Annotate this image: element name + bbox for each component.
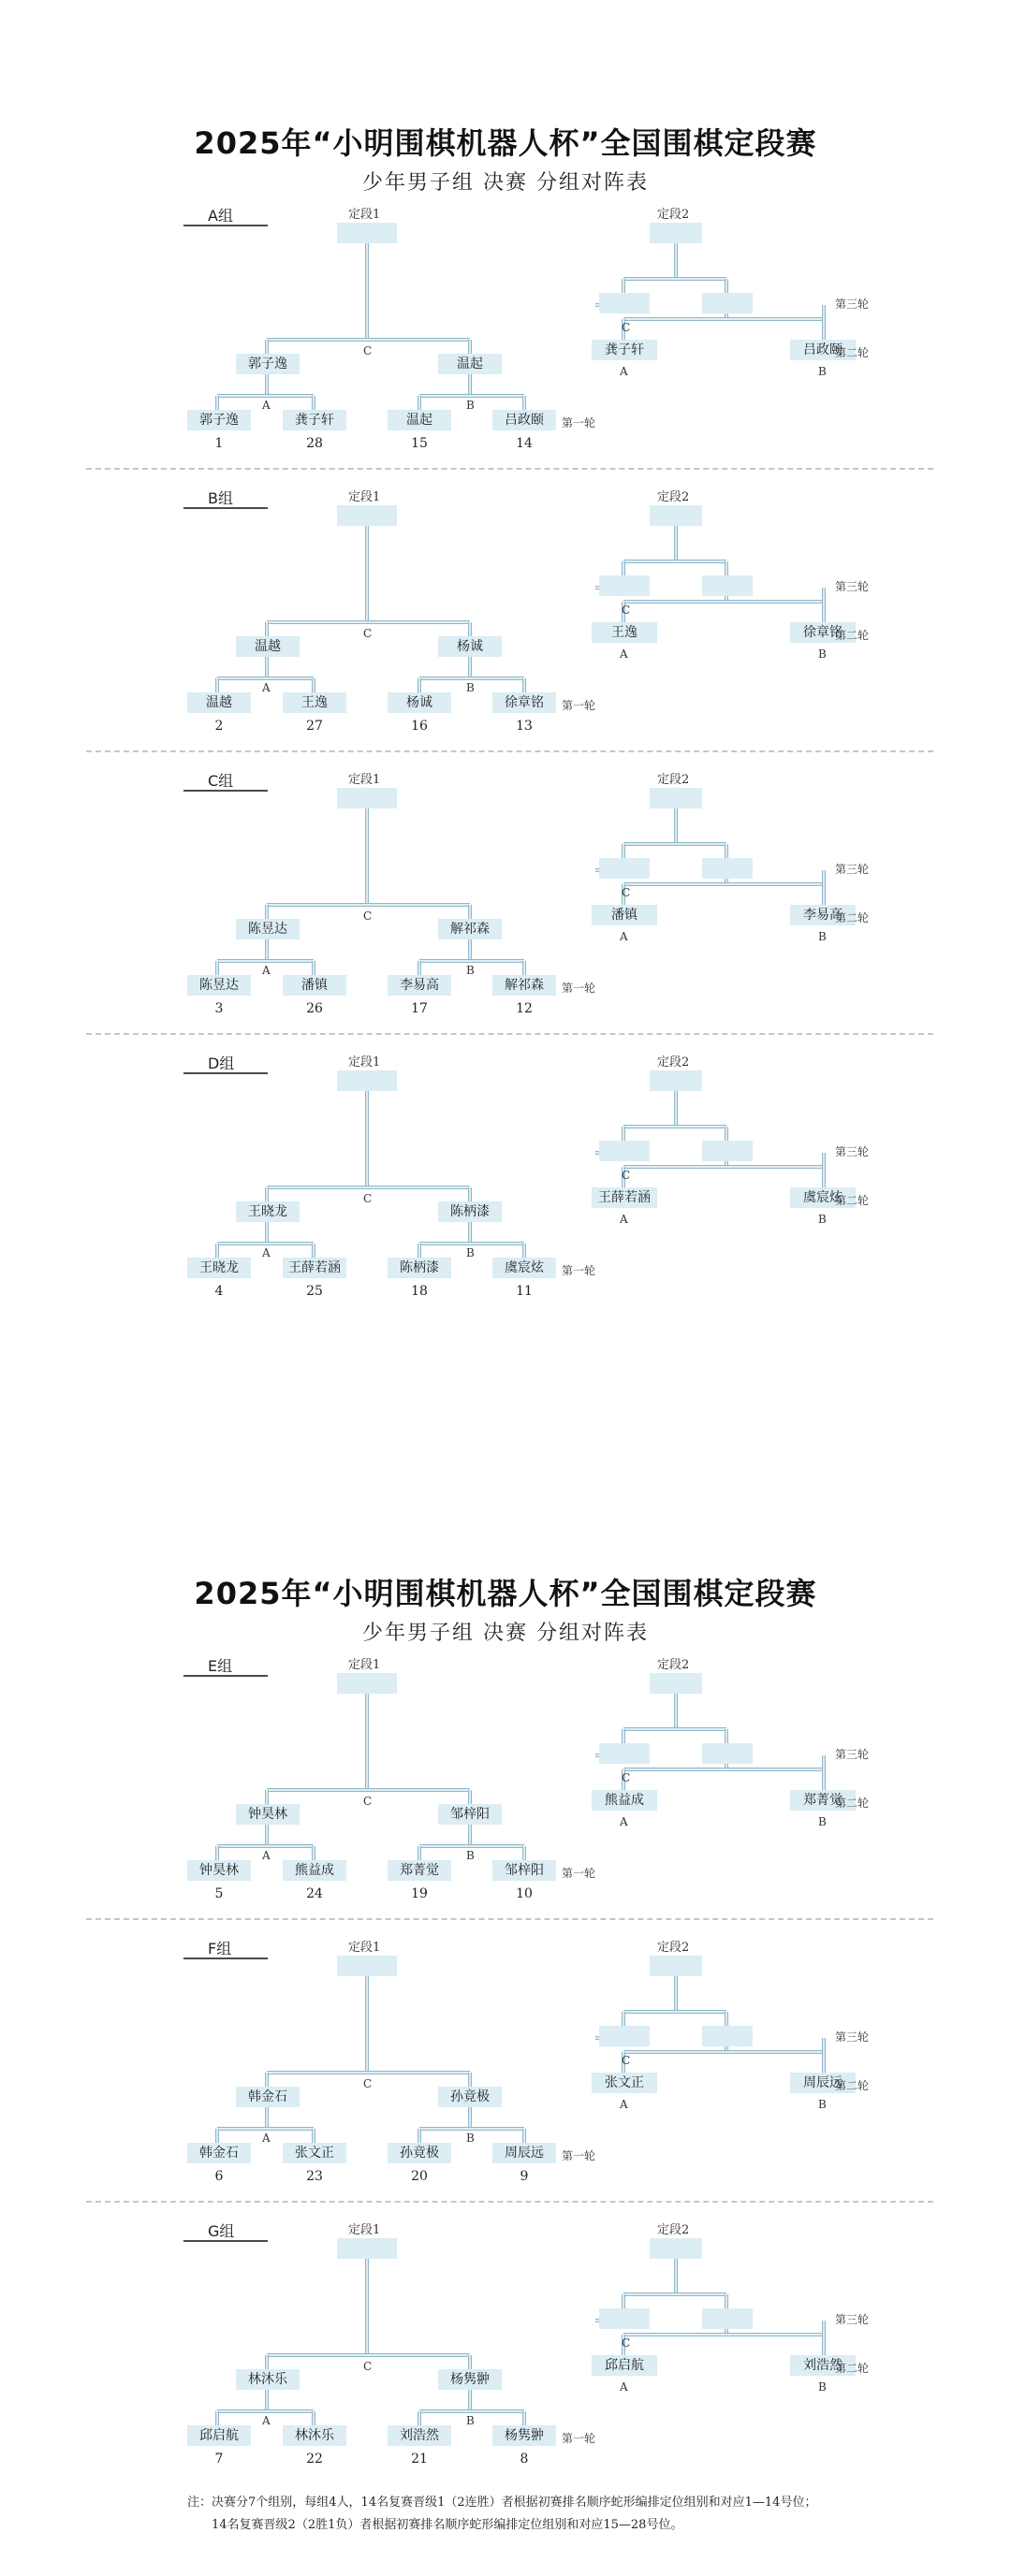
right-c-label: C <box>622 604 631 617</box>
group-label: E组 <box>208 1657 233 1675</box>
round3-slot-left <box>599 2308 650 2329</box>
seed-number: 10 <box>516 1886 533 1901</box>
round2-right-slot-b: 郑菁觉 <box>790 1790 856 1811</box>
player-slot: 温起 <box>388 410 451 430</box>
round2-winner-right: 解祁森 <box>438 919 502 939</box>
round3-slot-left <box>599 293 650 313</box>
round3-label: 第三轮 <box>835 298 870 311</box>
round2-winner-right: 杨隽翀 <box>438 2369 502 2390</box>
round2-right-slot-b: 吕政颐 <box>790 340 856 360</box>
player-slot: 吕政颐 <box>492 410 556 430</box>
group-label: B组 <box>208 489 233 507</box>
player-slot: 王逸 <box>283 692 346 713</box>
player-slot: 解祁森 <box>492 975 556 996</box>
round2-right-slot-a: 王逸 <box>592 622 657 643</box>
seed-number: 27 <box>306 719 323 734</box>
round2-label: 第二轮 <box>835 2362 870 2375</box>
match-a-label: A <box>262 1849 271 1862</box>
player-slot: 陈柄漆 <box>388 1258 451 1278</box>
round2-winner-left: 韩金石 <box>236 2087 300 2107</box>
round1-label: 第一轮 <box>562 1867 596 1880</box>
rank1-label: 定段1 <box>348 208 381 222</box>
rank2-label: 定段2 <box>657 2223 690 2237</box>
group-divider <box>86 1033 933 1035</box>
match-a-label: A <box>262 1246 271 1259</box>
rank1-slot <box>337 1673 397 1694</box>
rank1-label: 定段1 <box>348 1941 381 1955</box>
page-subtitle: 少年男子组 决赛 分组对阵表 <box>362 171 649 195</box>
group-label: D组 <box>208 1055 235 1072</box>
round3-label: 第三轮 <box>835 580 870 593</box>
group-section <box>0 2219 1011 2500</box>
match-a-label: A <box>262 681 271 694</box>
round2-label: 第二轮 <box>835 1194 870 1207</box>
round3-label: 第三轮 <box>835 1748 870 1761</box>
seed-number: 26 <box>306 1001 323 1016</box>
round2-right-slot-a: 邱启航 <box>592 2355 657 2376</box>
group-section <box>0 204 1011 485</box>
rank2-slot <box>650 1070 702 1091</box>
rank2-slot <box>650 2238 702 2259</box>
right-b-label: B <box>818 648 827 661</box>
round2-winner-left: 王晓龙 <box>236 1201 300 1222</box>
right-c-label: C <box>622 1771 631 1784</box>
seed-number: 20 <box>411 2169 428 2184</box>
right-a-label: A <box>620 1815 628 1828</box>
seed-number: 22 <box>306 2452 323 2467</box>
match-b-label: B <box>466 964 475 977</box>
round2-winner-left: 温越 <box>236 636 300 657</box>
rank2-label: 定段2 <box>657 490 690 504</box>
player-slot: 刘浩然 <box>388 2425 451 2446</box>
round3-label: 第三轮 <box>835 2030 870 2044</box>
player-slot: 王薛若涵 <box>283 1258 346 1278</box>
player-slot: 温越 <box>187 692 251 713</box>
match-b-label: B <box>466 2132 475 2145</box>
round2-label: 第二轮 <box>835 1797 870 1810</box>
group-section <box>0 769 1011 1050</box>
round3-label: 第三轮 <box>835 863 870 876</box>
round2-winner-left: 林沐乐 <box>236 2369 300 2390</box>
seed-number: 25 <box>306 1284 323 1299</box>
round2-label: 第二轮 <box>835 629 870 642</box>
round2-label: 第二轮 <box>835 346 870 359</box>
round3-slot-left <box>599 2026 650 2046</box>
right-b-label: B <box>818 1213 827 1226</box>
right-a-label: A <box>620 648 628 661</box>
footnote-line-2: 14名复赛晋级2（2胜1负）者根据初赛排名顺序蛇形编排定位组别和对应15—28号位。 <box>212 2518 683 2532</box>
rank2-label: 定段2 <box>657 208 690 222</box>
seed-number: 11 <box>516 1284 533 1299</box>
match-c-label: C <box>363 2077 373 2090</box>
footnote-line-1: 注：决赛分7个组别，每组4人，14名复赛晋级1（2连胜）者根据初赛排名顺序蛇形编排定位组别和对应1—14号位； <box>187 2496 817 2510</box>
round2-winner-right: 温起 <box>438 354 502 374</box>
right-b-label: B <box>818 930 827 943</box>
seed-number: 7 <box>214 2452 224 2467</box>
match-b-label: B <box>466 2414 475 2427</box>
round2-right-slot-a: 潘镇 <box>592 905 657 925</box>
seed-number: 23 <box>306 2169 323 2184</box>
seed-number: 1 <box>214 436 224 451</box>
round3-slot-right <box>702 1743 753 1764</box>
group-section <box>0 1052 1011 1332</box>
group-label: G组 <box>208 2222 235 2240</box>
rank1-slot <box>337 1956 397 1976</box>
rank2-slot <box>650 223 702 243</box>
round2-right-slot-b: 李易高 <box>790 905 856 925</box>
round3-slot-right <box>702 575 753 596</box>
match-b-label: B <box>466 681 475 694</box>
round1-label: 第一轮 <box>562 2432 596 2445</box>
group-label: C组 <box>208 772 234 790</box>
round2-winner-left: 陈昱达 <box>236 919 300 939</box>
right-b-label: B <box>818 365 827 378</box>
round3-slot-left <box>599 1141 650 1161</box>
player-slot: 张文正 <box>283 2143 346 2163</box>
round2-right-slot-a: 王薛若涵 <box>592 1187 657 1208</box>
right-c-label: C <box>622 321 631 334</box>
right-b-label: B <box>818 2380 827 2394</box>
player-slot: 周辰远 <box>492 2143 556 2163</box>
player-slot: 虞宸炫 <box>492 1258 556 1278</box>
rank1-slot <box>337 505 397 526</box>
match-c-label: C <box>363 1192 373 1205</box>
match-c-label: C <box>363 344 373 357</box>
rank2-label: 定段2 <box>657 1055 690 1070</box>
round2-winner-left: 郭子逸 <box>236 354 300 374</box>
round2-label: 第二轮 <box>835 911 870 924</box>
match-a-label: A <box>262 399 271 412</box>
right-c-label: C <box>622 886 631 899</box>
round1-label: 第一轮 <box>562 699 596 712</box>
round2-label: 第二轮 <box>835 2079 870 2092</box>
round3-slot-right <box>702 1141 753 1161</box>
match-a-label: A <box>262 2414 271 2427</box>
group-section <box>0 1937 1011 2218</box>
rank2-slot <box>650 1956 702 1976</box>
match-c-label: C <box>363 2360 373 2373</box>
seed-number: 3 <box>214 1001 224 1016</box>
rank1-slot <box>337 1070 397 1091</box>
right-a-label: A <box>620 365 628 378</box>
rank2-label: 定段2 <box>657 1941 690 1955</box>
round2-right-slot-b: 刘浩然 <box>790 2355 856 2376</box>
seed-number: 4 <box>214 1284 224 1299</box>
group-section <box>0 1654 1011 1935</box>
rank1-label: 定段1 <box>348 1658 381 1672</box>
group-divider <box>86 1918 933 1920</box>
player-slot: 陈昱达 <box>187 975 251 996</box>
group-divider <box>86 468 933 470</box>
round2-winner-left: 钟昊林 <box>236 1804 300 1825</box>
seed-number: 24 <box>306 1886 323 1901</box>
player-slot: 邹梓阳 <box>492 1860 556 1881</box>
seed-number: 12 <box>516 1001 533 1016</box>
player-slot: 郑菁觉 <box>388 1860 451 1881</box>
right-a-label: A <box>620 930 628 943</box>
round3-label: 第三轮 <box>835 1145 870 1158</box>
round2-winner-right: 孙竟极 <box>438 2087 502 2107</box>
right-c-label: C <box>622 2336 631 2350</box>
seed-number: 8 <box>520 2452 529 2467</box>
player-slot: 王晓龙 <box>187 1258 251 1278</box>
match-c-label: C <box>363 627 373 640</box>
round2-right-slot-b: 虞宸炫 <box>790 1187 856 1208</box>
right-a-label: A <box>620 2380 628 2394</box>
round3-slot-right <box>702 293 753 313</box>
player-slot: 钟昊林 <box>187 1860 251 1881</box>
seed-number: 19 <box>411 1886 428 1901</box>
right-c-label: C <box>622 2054 631 2067</box>
round2-right-slot-a: 龚子轩 <box>592 340 657 360</box>
rank1-label: 定段1 <box>348 1055 381 1070</box>
player-slot: 杨隽翀 <box>492 2425 556 2446</box>
round3-slot-right <box>702 858 753 879</box>
player-slot: 邱启航 <box>187 2425 251 2446</box>
round2-right-slot-a: 熊益成 <box>592 1790 657 1811</box>
round3-slot-left <box>599 1743 650 1764</box>
rank1-label: 定段1 <box>348 2223 381 2237</box>
round1-label: 第一轮 <box>562 1264 596 1277</box>
rank1-slot <box>337 2238 397 2259</box>
player-slot: 郭子逸 <box>187 410 251 430</box>
group-section <box>0 487 1011 767</box>
round1-label: 第一轮 <box>562 982 596 995</box>
match-a-label: A <box>262 2132 271 2145</box>
seed-number: 17 <box>411 1001 428 1016</box>
player-slot: 潘镇 <box>283 975 346 996</box>
right-c-label: C <box>622 1169 631 1182</box>
match-b-label: B <box>466 1246 475 1259</box>
page-title: 2025年“小明围棋机器人杯”全国围棋定段赛 <box>194 125 817 161</box>
rank1-slot <box>337 788 397 808</box>
group-divider <box>86 2201 933 2203</box>
right-b-label: B <box>818 2098 827 2111</box>
round3-slot-left <box>599 575 650 596</box>
round3-slot-right <box>702 2308 753 2329</box>
rank2-slot <box>650 1673 702 1694</box>
player-slot: 杨诚 <box>388 692 451 713</box>
seed-number: 18 <box>411 1284 428 1299</box>
player-slot: 李易高 <box>388 975 451 996</box>
player-slot: 林沐乐 <box>283 2425 346 2446</box>
seed-number: 15 <box>411 436 428 451</box>
round2-winner-right: 邹梓阳 <box>438 1804 502 1825</box>
round1-label: 第一轮 <box>562 416 596 429</box>
round1-label: 第一轮 <box>562 2149 596 2162</box>
round2-winner-right: 陈柄漆 <box>438 1201 502 1222</box>
match-b-label: B <box>466 1849 475 1862</box>
seed-number: 16 <box>411 719 428 734</box>
player-slot: 孙竟极 <box>388 2143 451 2163</box>
round2-right-slot-a: 张文正 <box>592 2073 657 2093</box>
rank1-label: 定段1 <box>348 490 381 504</box>
match-a-label: A <box>262 964 271 977</box>
rank2-label: 定段2 <box>657 773 690 787</box>
rank1-slot <box>337 223 397 243</box>
rank2-slot <box>650 505 702 526</box>
match-b-label: B <box>466 399 475 412</box>
round3-slot-right <box>702 2026 753 2046</box>
group-label: A组 <box>208 207 233 225</box>
rank2-slot <box>650 788 702 808</box>
right-b-label: B <box>818 1815 827 1828</box>
rank1-label: 定段1 <box>348 773 381 787</box>
round2-right-slot-b: 周辰远 <box>790 2073 856 2093</box>
seed-number: 21 <box>411 2452 428 2467</box>
round2-winner-right: 杨诚 <box>438 636 502 657</box>
player-slot: 徐章铭 <box>492 692 556 713</box>
page-subtitle: 少年男子组 决赛 分组对阵表 <box>362 1622 649 1645</box>
seed-number: 2 <box>214 719 224 734</box>
match-c-label: C <box>363 910 373 923</box>
group-label: F组 <box>208 1940 232 1957</box>
player-slot: 韩金石 <box>187 2143 251 2163</box>
rank2-label: 定段2 <box>657 1658 690 1672</box>
seed-number: 14 <box>516 436 533 451</box>
seed-number: 9 <box>520 2169 529 2184</box>
right-a-label: A <box>620 1213 628 1226</box>
seed-number: 13 <box>516 719 533 734</box>
seed-number: 6 <box>214 2169 224 2184</box>
round2-right-slot-b: 徐章铭 <box>790 622 856 643</box>
round3-slot-left <box>599 858 650 879</box>
player-slot: 龚子轩 <box>283 410 346 430</box>
right-a-label: A <box>620 2098 628 2111</box>
seed-number: 5 <box>214 1886 224 1901</box>
group-divider <box>86 750 933 752</box>
player-slot: 熊益成 <box>283 1860 346 1881</box>
round3-label: 第三轮 <box>835 2313 870 2326</box>
match-c-label: C <box>363 1795 373 1808</box>
page-title: 2025年“小明围棋机器人杯”全国围棋定段赛 <box>194 1576 817 1611</box>
seed-number: 28 <box>306 436 323 451</box>
